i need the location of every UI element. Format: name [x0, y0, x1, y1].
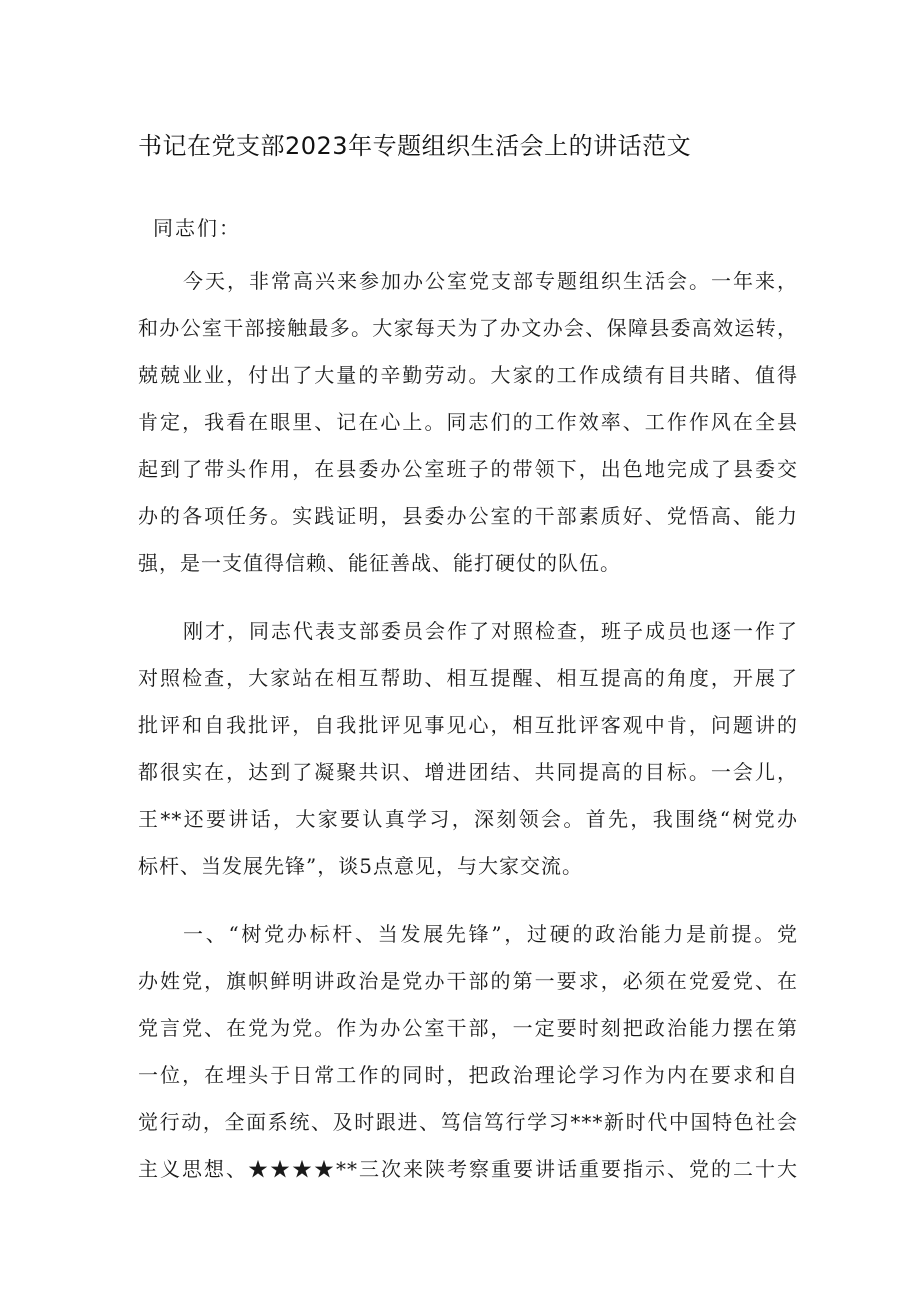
paragraph-line: 对照检查，大家站在相互帮助、相互提醒、相互提高的角度，开展了	[138, 666, 798, 690]
paragraph-line: 起到了带头作用，在县委办公室班子的带领下，出色地完成了县委交	[138, 457, 798, 481]
paragraph-line: 觉行动，全面系统、及时跟进、笃信笃行学习***新时代中国特色社会	[138, 1110, 798, 1134]
paragraph-line: 一位，在埋头于日常工作的同时，把政治理论学习作为内在要求和自	[138, 1063, 798, 1087]
paragraph-3	[138, 911, 798, 1193]
paragraph-line: 党言党、在党为党。作为办公室干部，一定要时刻把政治能力摆在第	[138, 1016, 798, 1040]
paragraph-line: 兢兢业业，付出了大量的辛勤劳动。大家的工作成绩有目共睹、值得	[138, 363, 798, 387]
paragraph-line: 标杆、当发展先锋”，谈5点意见，与大家交流。	[138, 854, 583, 878]
paragraph-line: 一、“树党办标杆、当发展先锋”，过硬的政治能力是前提。党	[183, 922, 798, 946]
paragraph-2	[138, 608, 798, 890]
salutation: 同志们：	[153, 216, 241, 240]
paragraph-line: 王**还要讲话，大家要认真学习，深刻领会。首先，我围绕“树党办	[138, 807, 798, 831]
paragraph-line: 办的各项任务。实践证明，县委办公室的干部素质好、党悟高、能力	[138, 504, 798, 528]
paragraph-line: 今天，非常高兴来参加办公室党支部专题组织生活会。一年来，	[183, 269, 798, 293]
paragraph-line: 都很实在，达到了凝聚共识、增进团结、共同提高的目标。一会儿，	[138, 760, 798, 784]
paragraph-line: 批评和自我批评，自我批评见事见心，相互批评客观中肯，问题讲的	[138, 713, 798, 737]
paragraph-line: 办姓党，旗帜鲜明讲政治是党办干部的第一要求，必须在党爱党、在	[138, 969, 798, 993]
paragraph-line: 主义思想、★★★★**三次来陕考察重要讲话重要指示、党的二十大	[138, 1157, 798, 1181]
document-body	[138, 258, 798, 1214]
document-title: 书记在党支部2023年专题组织生活会上的讲话范文	[138, 132, 692, 160]
paragraph-1	[138, 258, 798, 587]
paragraph-line: 肯定，我看在眼里、记在心上。同志们的工作效率、工作作风在全县	[138, 410, 798, 434]
paragraph-line: 刚才，同志代表支部委员会作了对照检查，班子成员也逐一作了	[183, 619, 798, 643]
paragraph-line: 强，是一支值得信赖、能征善战、能打硬仗的队伍。	[138, 551, 621, 575]
paragraph-line: 和办公室干部接触最多。大家每天为了办文办会、保障县委高效运转，	[138, 316, 798, 340]
